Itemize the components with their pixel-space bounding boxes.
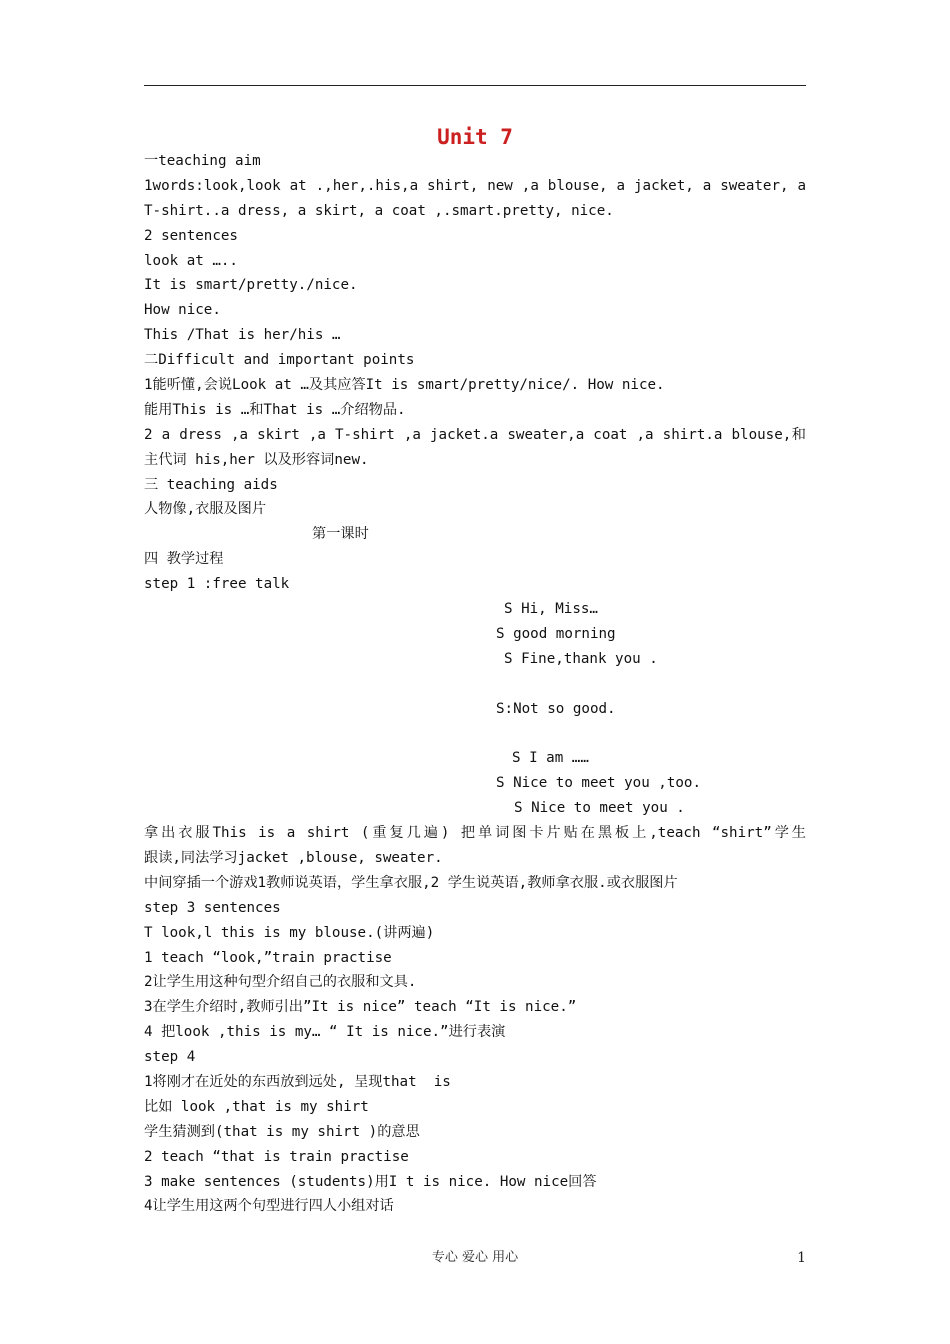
dialogue-row xyxy=(144,746,806,771)
footer-motto: 专心 爱心 用心 xyxy=(431,1250,519,1265)
point-line: 1能听懂,会说Look at …及其应答It is smart/pretty/nice/. How nice. xyxy=(144,377,665,394)
point-line: 能用This is …和That is …介绍物品. xyxy=(144,401,406,418)
dialogue-row xyxy=(144,597,806,622)
process-line: 比如 look ,that is my shirt xyxy=(144,1098,369,1115)
section-teaching-aim: 一teaching aim xyxy=(144,153,261,169)
student-line: S I am …… xyxy=(512,750,589,767)
words-line-2: T-shirt..a dress, a skirt, a coat ,.smart.pretty, nice. xyxy=(144,202,614,219)
sentence-line: How nice. xyxy=(144,302,221,319)
point-line: 2 a dress ,a skirt ,a T-shirt ,a jacket.a sweater,a coat ,a shirt.a blouse,和 xyxy=(144,426,806,443)
section-difficult-points: 二Difficult and important points xyxy=(144,352,415,369)
process-line: 4让学生用这两个句型进行四人小组对话 xyxy=(144,1198,394,1215)
step-3-heading: step 3 sentences xyxy=(144,899,281,916)
student-line: S Fine,thank you . xyxy=(504,650,658,667)
student-line: S good morning xyxy=(496,625,616,642)
dialogue-row xyxy=(144,796,806,821)
dialogue-row xyxy=(144,622,806,647)
process-line: 3在学生介绍时,教师引出”It is nice” teach “It is nice.” xyxy=(144,999,577,1016)
page-title: Unit 7 xyxy=(437,125,513,149)
header-rule xyxy=(144,85,806,86)
process-line: 1 teach “look,”train practise xyxy=(144,949,392,966)
process-line: 跟读,同法学习jacket ,blouse, sweater. xyxy=(144,849,443,866)
process-line: T look,l this is my blouse.(讲两遍) xyxy=(144,924,435,941)
dialogue-row xyxy=(144,721,806,746)
point-line: 主代词 his,her 以及形容词new. xyxy=(144,451,369,468)
step-4-heading: step 4 xyxy=(144,1049,196,1066)
aids-line: 人物像,衣服及图片 xyxy=(144,501,267,518)
sentence-line: look at ….. xyxy=(144,252,238,269)
process-line: 学生猜测到(that is my shirt )的意思 xyxy=(144,1123,420,1140)
sentences-heading: 2 sentences xyxy=(144,227,238,244)
process-line: 2 teach “that is train practise xyxy=(144,1148,409,1165)
process-line: 中间穿插一个游戏1教师说英语，学生拿衣服,2 学生说英语,教师拿衣服.或衣服图片 xyxy=(144,874,678,891)
student-line: S Hi, Miss… xyxy=(504,601,598,618)
dialogue-row xyxy=(144,672,806,697)
process-line: 2让学生用这种句型介绍自己的衣服和文具. xyxy=(144,974,417,991)
page-number: 1 xyxy=(797,1250,806,1266)
dialogue-row xyxy=(144,697,806,722)
document-body xyxy=(144,149,806,1219)
process-line: 3 make sentences (students)用I t is nice. How nice回答 xyxy=(144,1173,597,1190)
section-teaching-aids: 三 teaching aids xyxy=(144,476,278,493)
process-line: 拿出衣服This is a shirt (重复几遍) 把单词图卡片贴在黑板上,teach “shirt”学生 xyxy=(144,825,806,842)
student-line: S Nice to meet you ,too. xyxy=(496,775,701,792)
dialogue-row xyxy=(144,647,806,672)
sentence-line: It is smart/pretty./nice. xyxy=(144,277,358,294)
student-line: S Nice to meet you . xyxy=(514,800,685,817)
lesson-heading: 第一课时 xyxy=(312,526,369,543)
sentence-line: This /That is her/his … xyxy=(144,327,341,344)
words-line-1: 1words:look,look at .,her,.his,a shirt, new ,a blouse, a jacket, a sweater, a xyxy=(144,177,806,194)
student-line: S:Not so good. xyxy=(496,700,616,717)
process-line: 4 把look ,this is my… “ It is nice.”进行表演 xyxy=(144,1024,506,1041)
section-teaching-process: 四 教学过程 xyxy=(144,551,224,568)
dialogue-row xyxy=(144,771,806,796)
step-1-heading: step 1 :free talk xyxy=(144,576,290,593)
process-line: 1将刚才在近处的东西放到远处, 呈现that is xyxy=(144,1073,451,1090)
